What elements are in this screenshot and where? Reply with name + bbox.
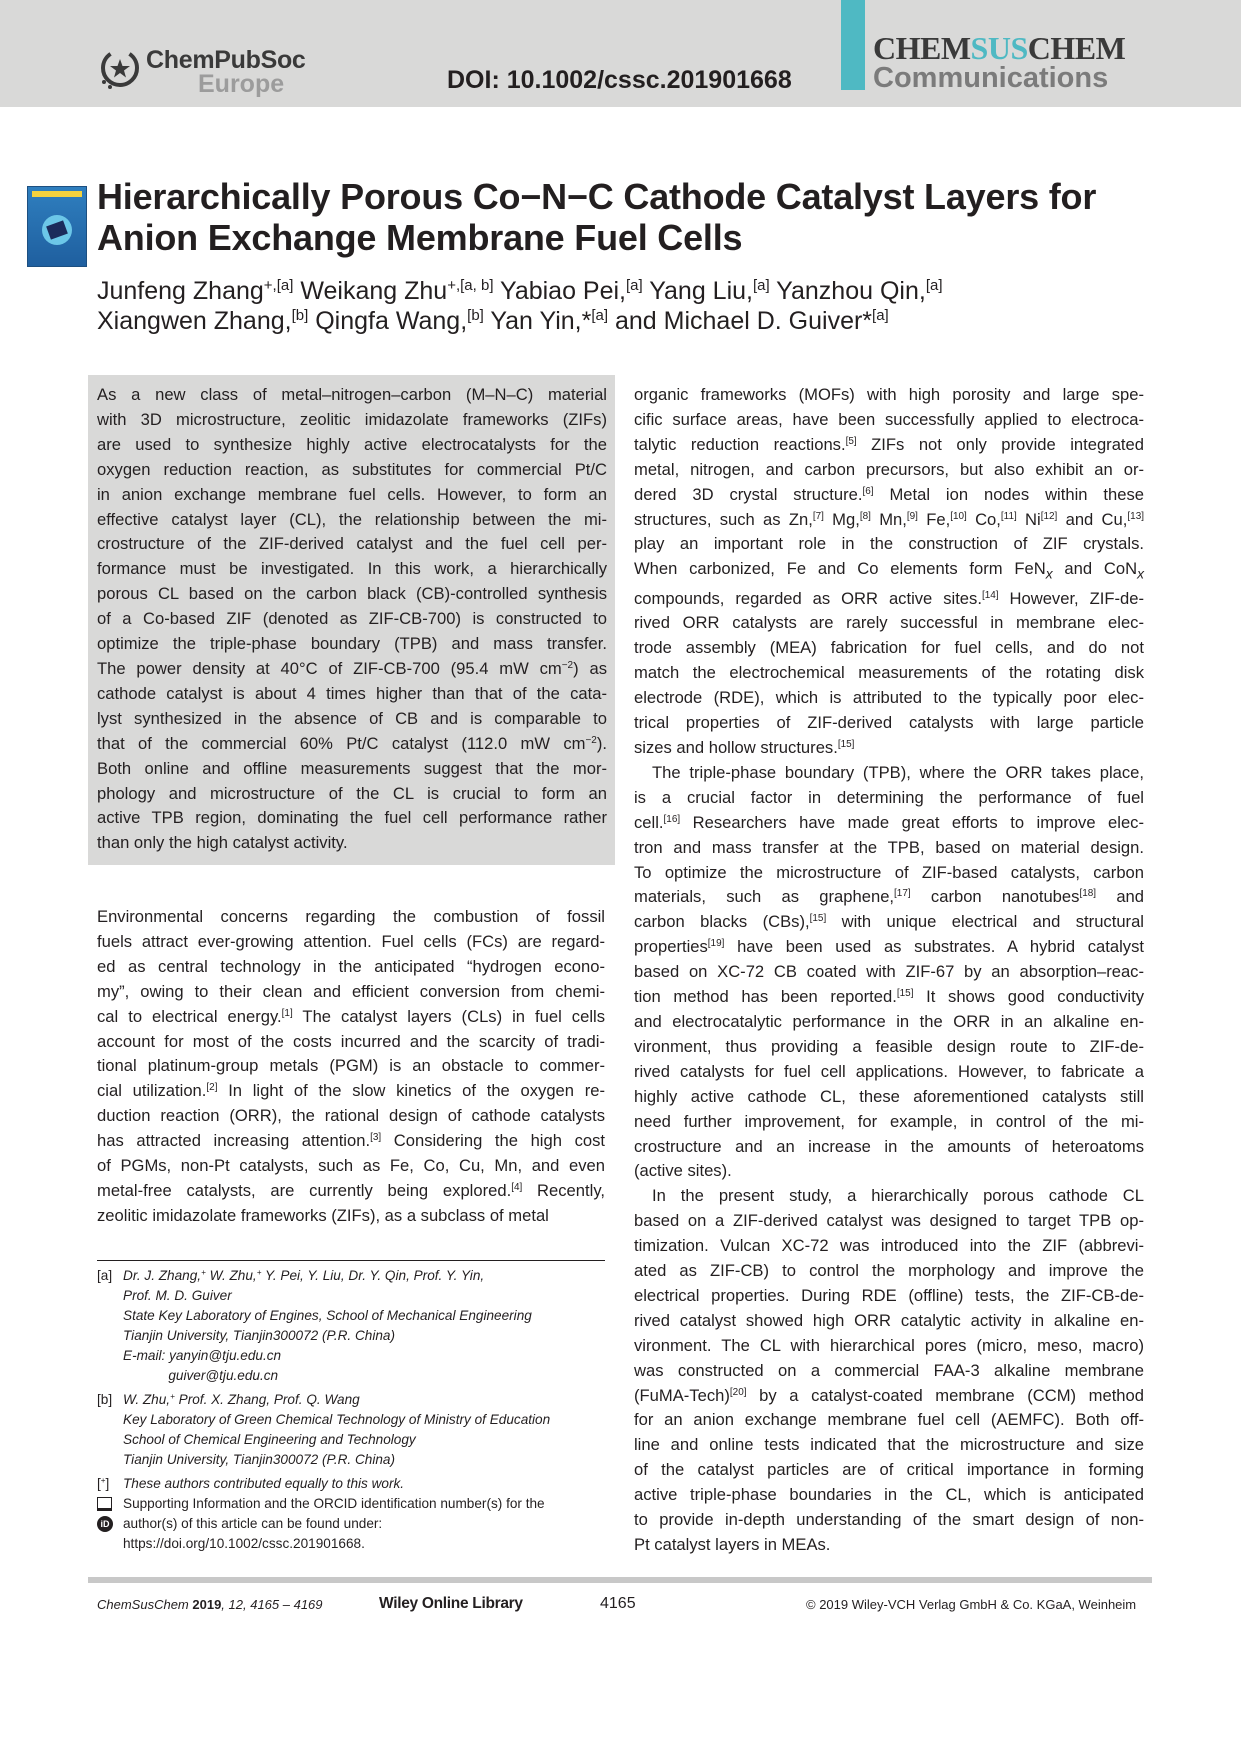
text-line: structures, such as Zn,[7] Mg,[8] Mn,[9] Fe,[10] Co,[11] Ni[12] and Cu,[13] <box>634 509 1144 529</box>
text-line: School of Chemical Engineering and Technology <box>123 1432 416 1447</box>
text-line: author(s) of this article can be found under: <box>123 1516 383 1531</box>
author-line: Xiangwen Zhang,[b] Qingfa Wang,[b] Yan Yin,*[a] and Michael D. Guiver*[a] <box>97 307 889 335</box>
text-line: ated as ZIF-CB) to control the morphology and improve the <box>634 1261 1144 1281</box>
logo-line2: Europe <box>198 70 285 98</box>
text-line: of PGMs, non-Pt catalysts, such as Fe, Co, Cu, Mn, and even <box>97 1156 605 1176</box>
text-line: State Key Laboratory of Engines, School of Mechanical Engineering <box>123 1308 532 1323</box>
journal-name-pre: CHEM <box>873 30 971 66</box>
text-line: Prof. M. D. Guiver <box>123 1288 232 1303</box>
text-line: Dr. J. Zhang,+ W. Zhu,+ Y. Pei, Y. Liu, Dr. Y. Qin, Prof. Y. Yin, <box>123 1268 485 1283</box>
text-line: crostructure and an increase in the amounts of heteroatoms <box>634 1136 1144 1156</box>
journal-name-mid: SUS <box>970 30 1028 66</box>
text-line: with 3D microstructure, zeolitic imidazolate frameworks (ZIFs) <box>97 409 607 429</box>
text-line: in anion exchange membrane fuel cells. However, to form an <box>97 484 607 504</box>
text-line: active triple-phase boundaries in the CL, which is anticipated <box>634 1485 1144 1505</box>
journal-accent-bar <box>841 0 865 90</box>
text-line: was constructed on a commercial FAA-3 alkaline membrane <box>634 1360 1144 1380</box>
text-line: line and online tests indicated that the microstructure and size <box>634 1435 1144 1455</box>
equal-contribution-note <box>97 1474 617 1494</box>
equal-contribution-text: These authors contributed equally to this work. <box>123 1476 405 1491</box>
text-line: rived catalysts for fuel cell applications. However, to fabricate a <box>634 1061 1144 1081</box>
text-line: (FuMA-Tech)[20] by a catalyst-coated membrane (CCM) method <box>634 1385 1144 1405</box>
paragraph <box>634 761 1144 1184</box>
text-line: electrode (RDE), which is attributed to the typically poor elec- <box>634 688 1144 708</box>
text-line: that of the commercial 60% Pt/C catalyst (112.0 mW $cm^{-2}$). <box>97 733 607 753</box>
text-line: of a Co-based ZIF (denoted as ZIF-CB-700) is constructed to <box>97 609 607 629</box>
text-line: Supporting Information and the ORCID identification number(s) for the <box>123 1496 545 1511</box>
text-line: cial utilization.[2] In light of the slow kinetics of the oxygen re- <box>97 1081 605 1101</box>
text-line: The power density at 40°C of ZIF-CB-700 (95.4 mW $cm^{-2}$) as <box>97 658 607 678</box>
text-line: properties[19] have been used as substrates. A hybrid catalyst <box>634 937 1144 957</box>
text-line: lyst synthesized in the absence of CB and is comparable to <box>97 708 607 728</box>
text-line: talytic reduction reactions.[5] ZIFs not only provide integrated <box>634 434 1145 454</box>
text-line: for an anion exchange membrane fuel cell (AEMFC). Both off- <box>634 1410 1144 1430</box>
text-line: trical properties of ZIF-derived catalysts with large particle <box>634 713 1144 733</box>
text-line: duction reaction (ORR), the rational design of cathode catalysts <box>97 1106 605 1126</box>
affiliation-tag: [a] <box>97 1268 113 1283</box>
text-line: to provide in-depth understanding of the smart design of non- <box>634 1510 1144 1530</box>
text-line: metal, nitrogen, and carbon precursors, but also exhibit an or- <box>634 459 1144 479</box>
page-number: 4165 <box>600 1595 636 1612</box>
text-line: cific surface areas, have been successfully applied to electroca- <box>634 409 1144 429</box>
affiliation-rule <box>97 1260 605 1261</box>
text-line: fuels attract ever-growing attention. Fuel cells (FCs) are regard- <box>97 931 605 951</box>
text-line: https://doi.org/10.1002/cssc.201901668. <box>123 1536 365 1551</box>
text-line: In the present study, a hierarchically porous cathode CL <box>652 1186 1144 1206</box>
text-line: vironment. The CL with hierarchical pores (micro, meso, macro) <box>634 1335 1144 1355</box>
text-line: The triple-phase boundary (TPB), where the ORR takes place, <box>652 762 1144 782</box>
article-title <box>97 176 1207 258</box>
text-line: electrical properties. During RDE (offline) tests, the ZIF-CB-de- <box>634 1285 1144 1305</box>
text-line: cell.[16] Researchers have made great efforts to improve elec- <box>634 812 1144 832</box>
affiliations <box>97 1266 617 1494</box>
text-line: zeolitic imidazolate frameworks (ZIFs), as a subclass of metal <box>97 1205 549 1225</box>
text-line: account for most of the costs incurred and the scarcity of tradi- <box>97 1031 605 1051</box>
text-line: ed as central technology in the anticipated “hydrogen econo- <box>97 956 605 976</box>
text-line: As a new class of metal–nitrogen–carbon (M–N–C) material <box>97 385 607 404</box>
affiliation-tag: [b] <box>97 1392 113 1407</box>
text-line: tron and mass transfer at the TPB, based on material design. <box>634 837 1144 857</box>
text-line: highly active cathode CL, these aforementioned catalysts still <box>634 1086 1144 1106</box>
text-line: porous CL based on the carbon black (CB)-controlled synthesis <box>97 584 607 604</box>
paragraph <box>634 1184 1144 1558</box>
text-line: To optimize the microstructure of ZIF-based catalysts, carbon <box>634 862 1144 882</box>
text-line: need further improvement, for example, in control of the mi- <box>634 1111 1144 1131</box>
affiliation-lines <box>123 1390 617 1470</box>
footer-copyright: © 2019 Wiley-VCH Verlag GmbH & Co. KGaA, Weinheim <box>806 1597 1137 1612</box>
text-line: organic frameworks (MOFs) with high porosity and large spe- <box>634 385 1144 404</box>
affiliation-b <box>97 1390 617 1470</box>
text-line: tion method has been reported.[15] It shows good conductivity <box>634 987 1144 1007</box>
text-line: optimize the triple-phase boundary (TPB) and mass transfer. <box>97 634 607 654</box>
journal-cover-icon <box>27 186 87 267</box>
author-line: Junfeng Zhang$^{+,[a]}$ Weikang Zhu$^{+,[a, b]}$ Yabiao Pei,[a] Yang Liu,[a] Yanzhou Qin,[a] <box>97 277 943 305</box>
title-line: Anion Exchange Membrane Fuel Cells <box>97 217 743 258</box>
text-line: phology and microstructure of the CL is crucial to form an <box>97 783 607 803</box>
text-line: has attracted increasing attention.[3] Considering the high cost <box>97 1131 605 1151</box>
text-line: than only the high catalyst activity. <box>97 833 348 853</box>
chempubsoc-star-icon <box>98 46 142 90</box>
text-line: of the catalyst particles are of critical importance in forming <box>634 1460 1144 1480</box>
affiliation-a <box>97 1266 617 1386</box>
text-line: Tianjin University, Tianjin300072 (P.R. China) <box>123 1328 396 1343</box>
text-line: rived catalyst showed high ORR catalytic activity in alkaline en- <box>634 1310 1144 1330</box>
article-type: Communications <box>873 62 1109 94</box>
text-line: W. Zhu,+ Prof. X. Zhang, Prof. Q. Wang <box>123 1392 360 1407</box>
author-list <box>97 276 1197 336</box>
text-line: Both online and offline measurements suggest that the mor- <box>97 758 607 778</box>
text-line: based on a ZIF-derived catalyst was designed to target TPB op- <box>634 1211 1144 1231</box>
supporting-info-text <box>97 1494 617 1554</box>
affiliation-tag: [+] <box>97 1476 110 1491</box>
doi: DOI: 10.1002/cssc.201901668 <box>447 66 792 94</box>
logo-line1: ChemPubSoc <box>146 46 306 74</box>
text-line: Key Laboratory of Green Chemical Technology of Ministry of Education <box>123 1412 551 1427</box>
text-line: are used to synthesize highly active electrocatalysts for the <box>97 434 607 454</box>
intro-paragraph <box>97 905 605 1229</box>
text-line: based on XC-72 CB coated with ZIF-67 by an absorption–reac- <box>634 962 1144 982</box>
title-line: Hierarchically Porous Co−N−C Cathode Catalyst Layers for <box>97 176 1097 217</box>
text-line: carbon blacks (CBs),[15] with unique electrical and structural <box>634 912 1144 932</box>
text-line: timization. Vulcan XC-72 was introduced into the ZIF (abbrevi- <box>634 1236 1144 1256</box>
paragraph <box>634 383 1144 761</box>
abstract <box>97 383 607 856</box>
orcid-icon: iD <box>97 1516 113 1532</box>
text-line: active TPB region, dominating the fuel cell performance rather <box>97 808 607 828</box>
text-line: is a crucial factor in determining the performance of fuel <box>634 787 1144 807</box>
journal-name-post: CHEM <box>1027 30 1126 66</box>
text-line: effective catalyst layer (CL), the relationship between the mi- <box>97 509 607 529</box>
footer-citation: ChemSusChem 2019, 12, 4165 – 4169 <box>97 1597 323 1612</box>
text-line: (active sites). <box>634 1161 732 1181</box>
text-line: metal-free catalysts, are currently being explored.[4] Recently, <box>97 1180 605 1200</box>
text-line: materials, such as graphene,[17] carbon nanotubes[18] and <box>634 887 1144 907</box>
text-line: Environmental concerns regarding the combustion of fossil <box>97 907 605 926</box>
text-line: E-mail: yanyin@tju.edu.cn <box>123 1348 282 1363</box>
text-line: vironment, thus providing a feasible design route to ZIF-de- <box>634 1036 1144 1056</box>
text-line: trode assembly (MEA) fabrication for fuel cells, and do not <box>634 638 1144 658</box>
text-line: sizes and hollow structures.[15] <box>634 738 855 757</box>
text-line: cathode catalyst is about 4 times higher than that of the cata- <box>97 683 607 703</box>
text-line: play an important role in the construction of ZIF crystals. <box>634 534 1144 554</box>
text-line: Pt catalyst layers in MEAs. <box>634 1535 831 1554</box>
supporting-information <box>97 1494 617 1554</box>
chempubsoc-logo <box>98 46 306 98</box>
text-line: cal to electrical energy.[1] The catalyst layers (CLs) in fuel cells <box>97 1006 605 1026</box>
text-line: Tianjin University, Tianjin300072 (P.R. China) <box>123 1452 396 1467</box>
text-line: match the electrochemical measurements of the rotating disk <box>634 663 1144 683</box>
text-line: compounds, regarded as ORR active sites.[14] However, ZIF-de- <box>634 588 1144 608</box>
text-line: guiver@tju.edu.cn <box>123 1368 279 1383</box>
text-line: oxygen reduction reaction, as substitutes for commercial Pt/C <box>97 459 607 479</box>
footer-library: Wiley Online Library <box>379 1595 523 1612</box>
affiliation-lines <box>123 1266 617 1386</box>
supporting-info-icon <box>97 1497 112 1511</box>
text-line: dered 3D crystal structure.[6] Metal ion nodes within these <box>634 484 1144 504</box>
text-line: formance must be investigated. In this work, a hierarchically <box>97 559 607 579</box>
text-line: tional platinum-group metals (PGM) is an obstacle to commer- <box>97 1056 605 1076</box>
text-line: crostructure of the ZIF-derived catalyst and the fuel cell per- <box>97 534 607 554</box>
right-column <box>634 383 1144 1558</box>
text-line: rived ORR catalysts are rarely successful in membrane elec- <box>634 613 1144 633</box>
text-line: and electrocatalytic performance in the ORR in an alkaline en- <box>634 1011 1144 1031</box>
text-line: When carbonized, Fe and Co elements form FeN$_x$ and CoN$_x$ <box>634 559 1144 582</box>
text-line: my”, owing to their clean and efficient conversion from chemi- <box>97 981 605 1001</box>
footer-rule <box>88 1577 1152 1583</box>
